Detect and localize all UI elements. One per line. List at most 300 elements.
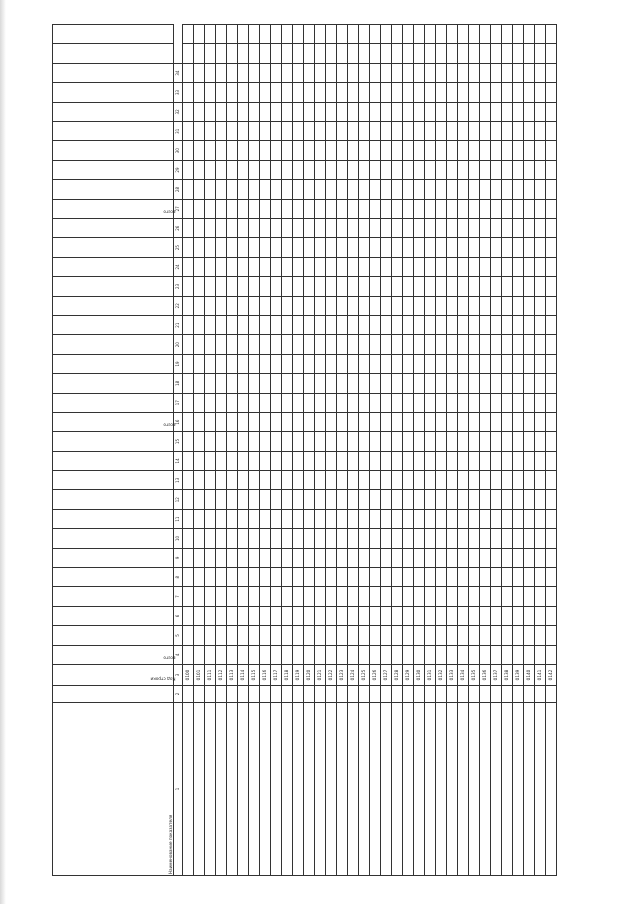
table-cell bbox=[414, 451, 425, 470]
column-header bbox=[53, 25, 174, 45]
table-cell bbox=[535, 645, 546, 664]
table-cell bbox=[436, 509, 447, 528]
table-cell bbox=[458, 432, 469, 451]
table-cell bbox=[282, 645, 293, 664]
table-cell bbox=[183, 568, 194, 587]
table-cell bbox=[480, 374, 491, 393]
table-cell bbox=[524, 606, 535, 625]
table-cell bbox=[491, 315, 502, 334]
table-cell bbox=[524, 451, 535, 470]
table-cell bbox=[370, 393, 381, 412]
table-cell bbox=[469, 122, 480, 141]
column-number: 21 bbox=[174, 315, 183, 334]
table-cell bbox=[315, 335, 326, 354]
table-cell bbox=[282, 374, 293, 393]
table-cell bbox=[513, 451, 524, 470]
row-code: 0101 bbox=[194, 665, 205, 686]
table-cell bbox=[447, 412, 458, 431]
table-cell bbox=[491, 44, 502, 63]
table-cell bbox=[326, 626, 337, 645]
table-cell bbox=[205, 548, 216, 567]
table-cell bbox=[535, 219, 546, 238]
table-cell bbox=[381, 548, 392, 567]
table-row bbox=[370, 25, 381, 876]
column-number: 28 bbox=[174, 180, 183, 199]
row-code: 0117 bbox=[271, 665, 282, 686]
table-cell bbox=[238, 490, 249, 509]
row-label bbox=[205, 703, 216, 876]
table-cell bbox=[381, 219, 392, 238]
table-cell bbox=[315, 296, 326, 315]
table-cell bbox=[447, 471, 458, 490]
table-cell bbox=[480, 141, 491, 160]
table-cell bbox=[414, 238, 425, 257]
table-cell bbox=[249, 548, 260, 567]
table-cell bbox=[183, 296, 194, 315]
table-cell bbox=[403, 568, 414, 587]
table-cell bbox=[238, 122, 249, 141]
table-cell bbox=[458, 451, 469, 470]
column-number: 8 bbox=[174, 568, 183, 587]
table-cell bbox=[524, 277, 535, 296]
table-cell bbox=[524, 219, 535, 238]
table-cell bbox=[227, 335, 238, 354]
table-cell bbox=[491, 180, 502, 199]
table-cell bbox=[447, 219, 458, 238]
table-cell bbox=[480, 257, 491, 276]
table-cell bbox=[315, 393, 326, 412]
table-cell bbox=[370, 315, 381, 334]
table-cell bbox=[392, 606, 403, 625]
table-cell bbox=[227, 257, 238, 276]
table-cell bbox=[425, 296, 436, 315]
table-cell bbox=[535, 354, 546, 373]
table-cell bbox=[403, 25, 414, 45]
table-cell bbox=[293, 25, 304, 45]
table-cell bbox=[315, 529, 326, 548]
table-cell bbox=[491, 122, 502, 141]
row-code: 0129 bbox=[403, 665, 414, 686]
table-cell bbox=[326, 645, 337, 664]
table-cell bbox=[425, 83, 436, 102]
table-cell bbox=[304, 645, 315, 664]
table-cell bbox=[458, 587, 469, 606]
table-cell bbox=[370, 180, 381, 199]
table-cell bbox=[491, 141, 502, 160]
header-row bbox=[53, 25, 174, 876]
table-cell bbox=[304, 529, 315, 548]
table-cell bbox=[458, 277, 469, 296]
table-cell bbox=[260, 374, 271, 393]
table-cell bbox=[238, 199, 249, 218]
table-cell bbox=[535, 335, 546, 354]
table-cell bbox=[304, 354, 315, 373]
table-cell bbox=[183, 122, 194, 141]
table-cell bbox=[304, 490, 315, 509]
table-cell bbox=[491, 219, 502, 238]
table-cell bbox=[414, 25, 425, 45]
table-cell bbox=[359, 529, 370, 548]
table-cell bbox=[337, 432, 348, 451]
column-number: 24 bbox=[174, 257, 183, 276]
table-cell bbox=[337, 568, 348, 587]
column-number: 14 bbox=[174, 451, 183, 470]
table-cell bbox=[414, 645, 425, 664]
table-cell bbox=[535, 122, 546, 141]
table-cell bbox=[348, 141, 359, 160]
table-cell bbox=[348, 335, 359, 354]
table-cell bbox=[469, 238, 480, 257]
table-cell bbox=[513, 645, 524, 664]
table-cell bbox=[315, 568, 326, 587]
row-label bbox=[458, 703, 469, 876]
table-cell bbox=[546, 180, 557, 199]
table-cell bbox=[436, 238, 447, 257]
table-cell bbox=[216, 412, 227, 431]
table-cell bbox=[326, 238, 337, 257]
row-code: 0112 bbox=[216, 665, 227, 686]
table-cell bbox=[282, 335, 293, 354]
table-cell bbox=[315, 490, 326, 509]
column-header bbox=[53, 626, 174, 645]
table-cell bbox=[293, 83, 304, 102]
table-cell bbox=[183, 199, 194, 218]
table-cell bbox=[205, 354, 216, 373]
row-label bbox=[359, 703, 370, 876]
table-cell bbox=[348, 374, 359, 393]
table-cell bbox=[304, 102, 315, 121]
table-cell bbox=[348, 626, 359, 645]
table-cell bbox=[282, 315, 293, 334]
table-cell bbox=[425, 451, 436, 470]
row-label bbox=[414, 703, 425, 876]
table-cell bbox=[348, 199, 359, 218]
row-label bbox=[436, 703, 447, 876]
table-cell bbox=[491, 393, 502, 412]
row-label bbox=[447, 703, 458, 876]
table-cell bbox=[337, 102, 348, 121]
table-cell bbox=[282, 354, 293, 373]
table-cell bbox=[502, 529, 513, 548]
table-cell bbox=[271, 471, 282, 490]
table-cell bbox=[491, 529, 502, 548]
table-cell bbox=[403, 160, 414, 179]
table-cell bbox=[260, 548, 271, 567]
table-cell bbox=[381, 509, 392, 528]
table-cell bbox=[414, 374, 425, 393]
table-cell bbox=[282, 393, 293, 412]
table-cell bbox=[546, 606, 557, 625]
table-cell bbox=[293, 606, 304, 625]
table-cell bbox=[370, 568, 381, 587]
table-cell bbox=[480, 102, 491, 121]
table-cell bbox=[436, 548, 447, 567]
table-cell bbox=[282, 451, 293, 470]
table-cell bbox=[458, 529, 469, 548]
table-cell bbox=[216, 63, 227, 82]
table-cell bbox=[447, 432, 458, 451]
table-cell bbox=[381, 257, 392, 276]
table-cell bbox=[436, 432, 447, 451]
table-cell bbox=[436, 354, 447, 373]
table-cell bbox=[326, 122, 337, 141]
table-cell bbox=[469, 374, 480, 393]
table-cell bbox=[359, 219, 370, 238]
table-cell bbox=[535, 315, 546, 334]
table-cell bbox=[414, 199, 425, 218]
table-cell bbox=[491, 490, 502, 509]
table-cell bbox=[183, 451, 194, 470]
row-code-a bbox=[282, 686, 293, 703]
table-cell bbox=[194, 432, 205, 451]
table-cell bbox=[304, 199, 315, 218]
table-cell bbox=[381, 354, 392, 373]
table-cell bbox=[436, 471, 447, 490]
table-cell bbox=[480, 529, 491, 548]
table-cell bbox=[282, 587, 293, 606]
table-cell bbox=[249, 451, 260, 470]
table-cell bbox=[414, 393, 425, 412]
row-label bbox=[304, 703, 315, 876]
table-cell bbox=[359, 296, 370, 315]
table-cell bbox=[469, 63, 480, 82]
table-cell bbox=[359, 626, 370, 645]
table-cell bbox=[194, 412, 205, 431]
table-cell bbox=[480, 296, 491, 315]
table-cell bbox=[524, 257, 535, 276]
table-cell bbox=[458, 645, 469, 664]
table-cell bbox=[414, 141, 425, 160]
table-cell bbox=[447, 257, 458, 276]
table-cell bbox=[469, 219, 480, 238]
table-cell bbox=[546, 44, 557, 63]
table-cell bbox=[205, 315, 216, 334]
table-cell bbox=[359, 335, 370, 354]
table-cell bbox=[370, 277, 381, 296]
table-cell bbox=[315, 63, 326, 82]
table-cell bbox=[469, 180, 480, 199]
table-cell bbox=[502, 509, 513, 528]
table-cell bbox=[425, 141, 436, 160]
table-cell bbox=[260, 432, 271, 451]
table-cell bbox=[348, 354, 359, 373]
table-row bbox=[546, 25, 557, 876]
row-code: 0141 bbox=[535, 665, 546, 686]
table-cell bbox=[513, 257, 524, 276]
column-header bbox=[53, 219, 174, 238]
table-row bbox=[491, 25, 502, 876]
row-code: 0111 bbox=[205, 665, 216, 686]
row-code: 0119 bbox=[293, 665, 304, 686]
table-cell bbox=[227, 374, 238, 393]
table-cell bbox=[513, 160, 524, 179]
table-cell bbox=[458, 374, 469, 393]
table-cell bbox=[326, 44, 337, 63]
table-cell bbox=[282, 412, 293, 431]
column-number: 9 bbox=[174, 548, 183, 567]
table-cell bbox=[337, 44, 348, 63]
table-cell bbox=[227, 180, 238, 199]
column-number: 29 bbox=[174, 160, 183, 179]
table-cell bbox=[304, 257, 315, 276]
table-cell bbox=[359, 141, 370, 160]
table-cell bbox=[425, 626, 436, 645]
table-cell bbox=[293, 412, 304, 431]
table-cell bbox=[260, 606, 271, 625]
table-cell bbox=[238, 238, 249, 257]
table-row bbox=[502, 25, 513, 876]
table-cell bbox=[194, 199, 205, 218]
table-cell bbox=[425, 257, 436, 276]
table-cell bbox=[370, 354, 381, 373]
table-cell bbox=[381, 315, 392, 334]
table-cell bbox=[260, 141, 271, 160]
table-cell bbox=[469, 296, 480, 315]
table-cell bbox=[238, 393, 249, 412]
table-row bbox=[381, 25, 392, 876]
table-cell bbox=[524, 645, 535, 664]
table-cell bbox=[348, 471, 359, 490]
column-number: 11 bbox=[174, 509, 183, 528]
column-header bbox=[53, 199, 174, 218]
table-cell bbox=[546, 102, 557, 121]
table-cell bbox=[260, 25, 271, 45]
column-header bbox=[53, 296, 174, 315]
table-cell bbox=[337, 277, 348, 296]
table-cell bbox=[326, 199, 337, 218]
column-header bbox=[53, 180, 174, 199]
table-cell bbox=[447, 374, 458, 393]
table-cell bbox=[469, 490, 480, 509]
table-cell bbox=[205, 63, 216, 82]
table-cell bbox=[524, 141, 535, 160]
table-cell bbox=[524, 238, 535, 257]
table-cell bbox=[502, 63, 513, 82]
table-cell bbox=[304, 219, 315, 238]
table-cell bbox=[513, 63, 524, 82]
table-cell bbox=[535, 412, 546, 431]
table-cell bbox=[315, 122, 326, 141]
table-row bbox=[282, 25, 293, 876]
table-cell bbox=[513, 44, 524, 63]
table-cell bbox=[414, 219, 425, 238]
table-cell bbox=[524, 25, 535, 45]
table-cell bbox=[194, 25, 205, 45]
table-cell bbox=[502, 626, 513, 645]
table-cell bbox=[425, 432, 436, 451]
table-cell bbox=[304, 509, 315, 528]
table-cell bbox=[216, 587, 227, 606]
table-cell bbox=[447, 83, 458, 102]
table-cell bbox=[183, 83, 194, 102]
table-cell bbox=[194, 393, 205, 412]
table-cell bbox=[513, 471, 524, 490]
table-cell bbox=[480, 315, 491, 334]
table-cell bbox=[216, 257, 227, 276]
table-cell bbox=[348, 122, 359, 141]
table-row bbox=[414, 25, 425, 876]
table-cell bbox=[392, 432, 403, 451]
table-cell bbox=[513, 83, 524, 102]
row-label bbox=[227, 703, 238, 876]
table-cell bbox=[546, 141, 557, 160]
table-cell bbox=[392, 451, 403, 470]
table-cell bbox=[216, 25, 227, 45]
table-cell bbox=[359, 374, 370, 393]
table-cell bbox=[326, 141, 337, 160]
table-cell bbox=[403, 490, 414, 509]
table-cell bbox=[491, 606, 502, 625]
table-cell bbox=[348, 219, 359, 238]
table-cell bbox=[260, 83, 271, 102]
table-cell bbox=[183, 606, 194, 625]
row-code: 0123 bbox=[337, 665, 348, 686]
table-row bbox=[293, 25, 304, 876]
table-cell bbox=[216, 238, 227, 257]
column-header bbox=[53, 257, 174, 276]
table-cell bbox=[337, 141, 348, 160]
table-cell bbox=[183, 277, 194, 296]
table-cell bbox=[469, 606, 480, 625]
table-cell bbox=[436, 606, 447, 625]
row-code: 0120 bbox=[304, 665, 315, 686]
row-code: 0142 bbox=[546, 665, 557, 686]
row-code-a bbox=[260, 686, 271, 703]
table-cell bbox=[194, 374, 205, 393]
table-cell bbox=[491, 626, 502, 645]
row-label bbox=[403, 703, 414, 876]
table-cell bbox=[425, 180, 436, 199]
table-cell bbox=[326, 548, 337, 567]
table-cell bbox=[282, 219, 293, 238]
table-cell bbox=[524, 102, 535, 121]
row-label bbox=[502, 703, 513, 876]
table-cell bbox=[502, 296, 513, 315]
table-cell bbox=[205, 412, 216, 431]
table-cell bbox=[238, 432, 249, 451]
table-cell bbox=[260, 122, 271, 141]
table-cell bbox=[370, 44, 381, 63]
table-cell bbox=[304, 432, 315, 451]
table-cell bbox=[249, 219, 260, 238]
table-cell bbox=[238, 63, 249, 82]
row-label bbox=[546, 703, 557, 876]
table-cell bbox=[447, 335, 458, 354]
table-cell bbox=[271, 83, 282, 102]
table-cell bbox=[535, 296, 546, 315]
table-cell bbox=[194, 44, 205, 63]
table-cell bbox=[326, 354, 337, 373]
table-row bbox=[315, 25, 326, 876]
table-cell bbox=[513, 296, 524, 315]
table-row bbox=[403, 25, 414, 876]
table-cell bbox=[194, 102, 205, 121]
table-cell bbox=[535, 160, 546, 179]
table-cell bbox=[183, 102, 194, 121]
column-header bbox=[53, 451, 174, 470]
table-cell bbox=[414, 509, 425, 528]
table-cell bbox=[458, 180, 469, 199]
table-cell bbox=[370, 160, 381, 179]
table-cell bbox=[216, 490, 227, 509]
table-cell bbox=[326, 568, 337, 587]
table-cell bbox=[315, 626, 326, 645]
table-cell bbox=[414, 471, 425, 490]
table-cell bbox=[315, 471, 326, 490]
table-cell bbox=[326, 606, 337, 625]
table-cell bbox=[337, 219, 348, 238]
table-cell bbox=[436, 568, 447, 587]
